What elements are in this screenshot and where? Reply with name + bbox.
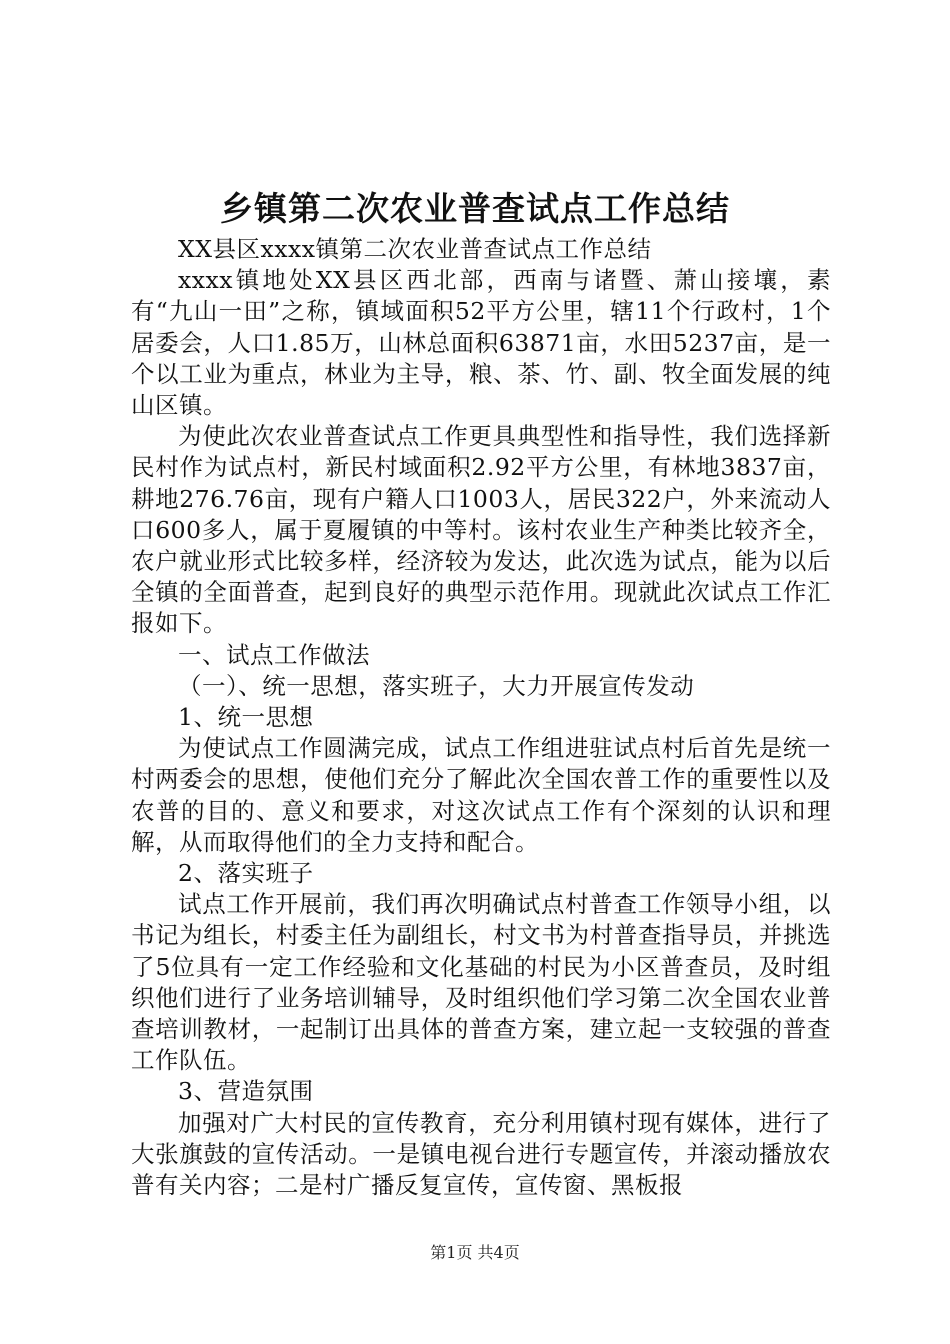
subsection-heading-1: （一）、统一思想，落实班子，大力开展宣传发动: [178, 671, 695, 700]
paragraph-unify-thinking: 为使试点工作圆满完成，试点工作组进驻试点村后首先是统一村两委会的思想，使他们充分了解此次全国农普工作的重要性以及农普的目的、意义和要求，对这次试点工作有个深刻的认识和理解，从而取得他们的全力支持和配合。: [131, 734, 831, 856]
paragraph-intro: xxxx镇地处XX县区西北部，西南与诸暨、萧山接壤，素有“九山一田”之称，镇域面积52平方公里，辖11个行政村，1个居委会，人口1.85万，山林总面积63871亩，水田5237亩，是一个以工业为重点，林业为主导，粮、茶、竹、副、牧全面发展的纯山区镇。: [131, 266, 831, 420]
section-heading-1: 一、试点工作做法: [178, 640, 370, 669]
paragraph-team-setup: 试点工作开展前，我们再次明确试点村普查工作领导小组，以书记为组长，村委主任为副组长，村文书为村普查指导员，并挑选了5位具有一定工作经验和文化基础的村民为小区普查员，及时组织他们进行了业务培训辅导，及时组织他们学习第二次全国农业普查培训教材，一起制订出具体的普查方案，建立起一支较强的普查工作队伍。: [131, 890, 831, 1075]
paragraph-subtitle: XX县区xxxx镇第二次农业普查试点工作总结: [178, 235, 652, 263]
paragraph-pilot-village: 为使此次农业普查试点工作更具典型性和指导性，我们选择新民村作为试点村，新民村域面积2.92平方公里，有林地3837亩，耕地276.76亩，现有户籍人口1003人，居民322户，外来流动人口600多人，属于夏履镇的中等村。该村农业生产种类比较齐全，农户就业形式比较多样，经济较为发达，此次选为试点，能为以后全镇的全面普查，起到良好的典型示范作用。现就此次试点工作汇报如下。: [131, 422, 831, 638]
document-title: 乡镇第二次农业普查试点工作总结: [220, 189, 730, 228]
page-footer: 第1页 共4页: [430, 1243, 520, 1262]
item-heading-1: 1、统一思想: [178, 703, 314, 732]
paragraph-publicity: 加强对广大村民的宣传教育，充分利用镇村现有媒体，进行了大张旗鼓的宣传活动。一是镇电视台进行专题宣传，并滚动播放农普有关内容；二是村广播反复宣传，宣传窗、黑板报: [131, 1108, 831, 1200]
item-heading-3: 3、营造氛围: [178, 1077, 314, 1106]
item-heading-2: 2、落实班子: [178, 859, 314, 888]
document-body: [131, 234, 831, 1201]
